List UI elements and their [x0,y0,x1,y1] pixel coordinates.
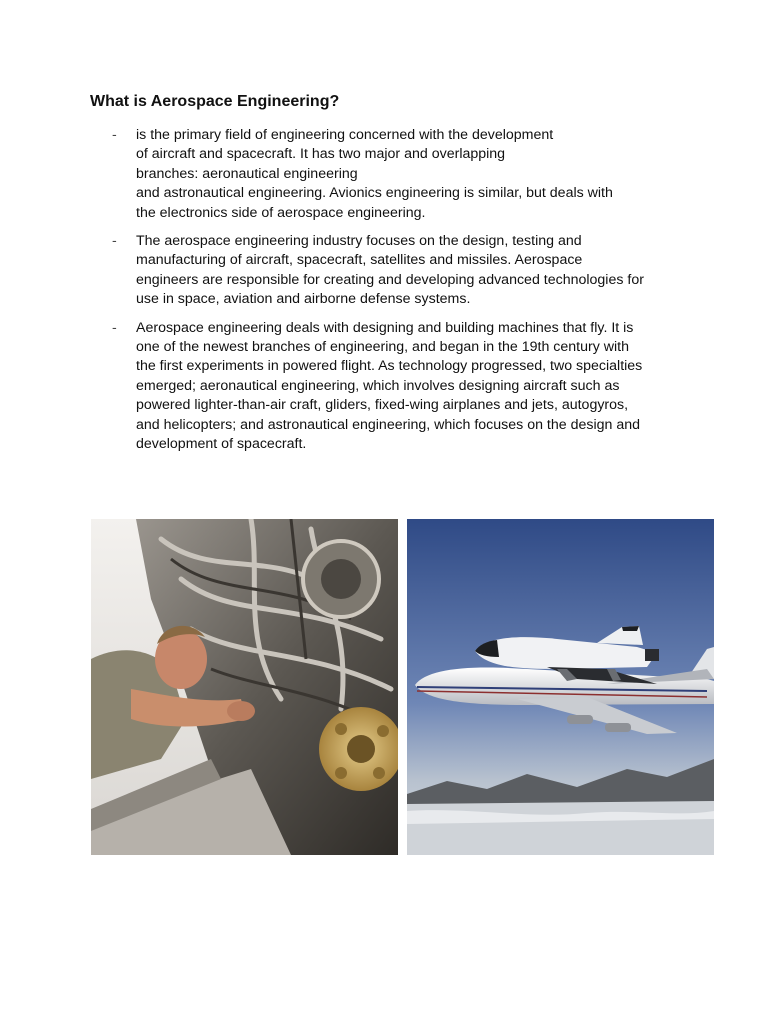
bullet-3-line-3: the first experiments in powered flight. As technology progressed, two specialties [136,358,643,375]
bullet-1-line-5: the electronics side of aerospace engineering. [136,204,426,221]
bullet-2-line-2: manufacturing of aircraft, spacecraft, satellites and missiles. Aerospace [136,252,583,269]
bullet-1-line-2: of aircraft and spacecraft. It has two major and overlapping [136,146,506,163]
bullet-3-line-6: and helicopters; and astronautical engineering, which focuses on the design and [136,416,640,433]
bullet-3-line-2: one of the newest branches of engineering, and began in the 19th century with [136,339,629,356]
bullet-2-line-4: use in space, aviation and airborne defense systems. [136,291,471,308]
bullet-item-1 [90,126,690,223]
bullet-2-line-1: The aerospace engineering industry focuses on the design, testing and [136,233,582,250]
bullet-marker: - [112,319,117,336]
engine-mechanic-photo [91,519,398,855]
shuttle-carrier-aircraft-photo [407,519,714,855]
bullet-marker: - [112,233,117,250]
bullet-2-line-3: engineers are responsible for creating and developing advanced technologies for [136,271,644,288]
bullet-1-line-1: is the primary field of engineering concerned with the development [136,127,554,143]
bullet-1-line-4: and astronautical engineering. Avionics engineering is similar, but deals with [136,185,613,202]
bullet-3-line-7: development of spacecraft. [136,436,307,453]
bullet-1-line-3: branches: aeronautical engineering [136,165,358,182]
bullet-marker: - [112,127,117,143]
bullet-list [90,126,690,464]
bullet-3-line-4: emerged; aeronautical engineering, which involves designing aircraft such as [136,377,620,394]
bullet-item-2 [90,232,690,310]
bullet-3-line-1: Aerospace engineering deals with designing and building machines that fly. It is [136,319,634,336]
bullet-3-line-5: powered lighter-than-air craft, gliders, fixed-wing airplanes and jets, autogyros, [136,397,629,414]
page-title: What is Aerospace Engineering? [90,93,340,110]
bullet-item-3 [90,319,690,455]
